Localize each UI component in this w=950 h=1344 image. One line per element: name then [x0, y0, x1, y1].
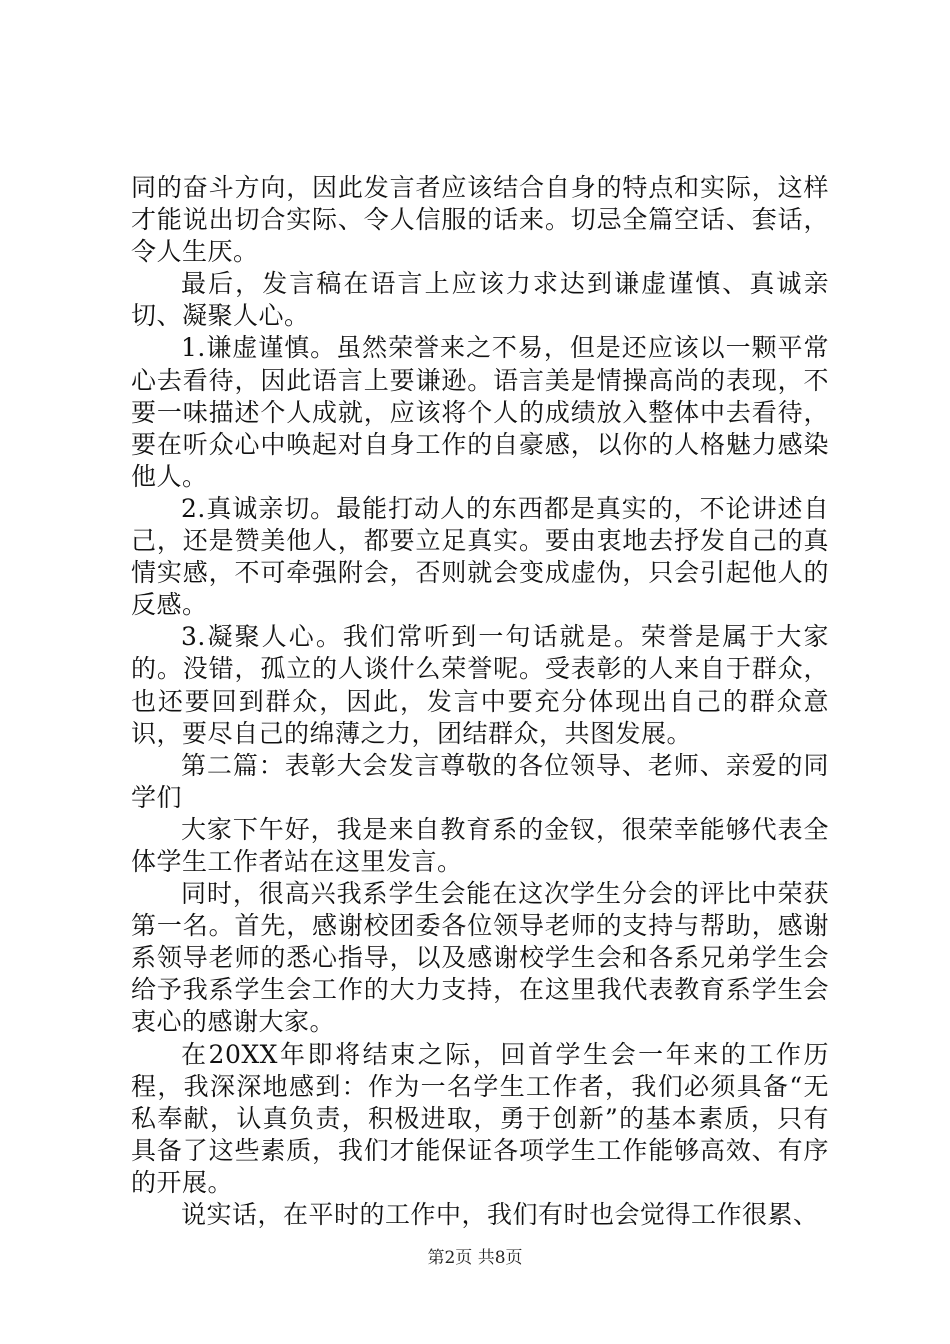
paragraph: 2.真诚亲切。最能打动人的东西都是真实的，不论讲述自己，还是赞美他人，都要立足真实。要由衷地去抒发自己的真情实感，不可牵强附会，否则就会变成虚伪，只会引起他人的反感。	[131, 493, 829, 620]
paragraph: 1.谦虚谨慎。虽然荣誉来之不易，但是还应该以一颗平常心去看待，因此语言上要谦逊。语言美是情操高尚的表现，不要一味描述个人成就，应该将个人的成绩放入整体中去看待，要在听众心中唤起对自身工作的自豪感，以你的人格魅力感染他人。	[131, 333, 829, 491]
document-body	[131, 172, 829, 1231]
page-total: 共8页	[477, 1248, 523, 1268]
paragraph: 大家下午好，我是来自教育系的金钗，很荣幸能够代表全体学生工作者站在这里发言。	[131, 814, 829, 876]
section-heading: 第二篇：表彰大会发言尊敬的各位领导、老师、亲爱的同学们	[131, 750, 829, 812]
paragraph: 3.凝聚人心。我们常听到一句话就是。荣誉是属于大家的。没错，孤立的人谈什么荣誉呢。受表彰的人来自于群众，也还要回到群众，因此，发言中要充分体现出自己的群众意识，要尽自己的绵薄之力，团结群众，共图发展。	[131, 622, 829, 748]
page-number: 第2页	[427, 1248, 473, 1268]
paragraph: 最后，发言稿在语言上应该力求达到谦虚谨慎、真诚亲切、凝聚人心。	[131, 269, 829, 331]
paragraph: 说实话，在平时的工作中，我们有时也会觉得工作很累、	[181, 1200, 819, 1229]
paragraph: 同的奋斗方向，因此发言者应该结合自身的特点和实际，这样才能说出切合实际、令人信服的话来。切忌全篇空话、套话，令人生厌。	[131, 173, 829, 267]
paragraph: 同时，很高兴我系学生会能在这次学生分会的评比中荣获第一名。首先，感谢校团委各位领导老师的支持与帮助，感谢系领导老师的悉心指导，以及感谢校学生会和各系兄弟学生会给予我系学生会工作的大力支持，在这里我代表教育系学生会衷心的感谢大家。	[131, 879, 829, 1037]
paragraph: 在20XX年即将结束之际，回首学生会一年来的工作历程，我深深地感到：作为一名学生工作者，我们必须具备“无私奉献，认真负责，积极进取，勇于创新”的基本素质，只有具备了这些素质，我们才能保证各项学生工作能够高效、有序的开展。	[131, 1039, 829, 1197]
page-footer	[0, 1247, 950, 1269]
